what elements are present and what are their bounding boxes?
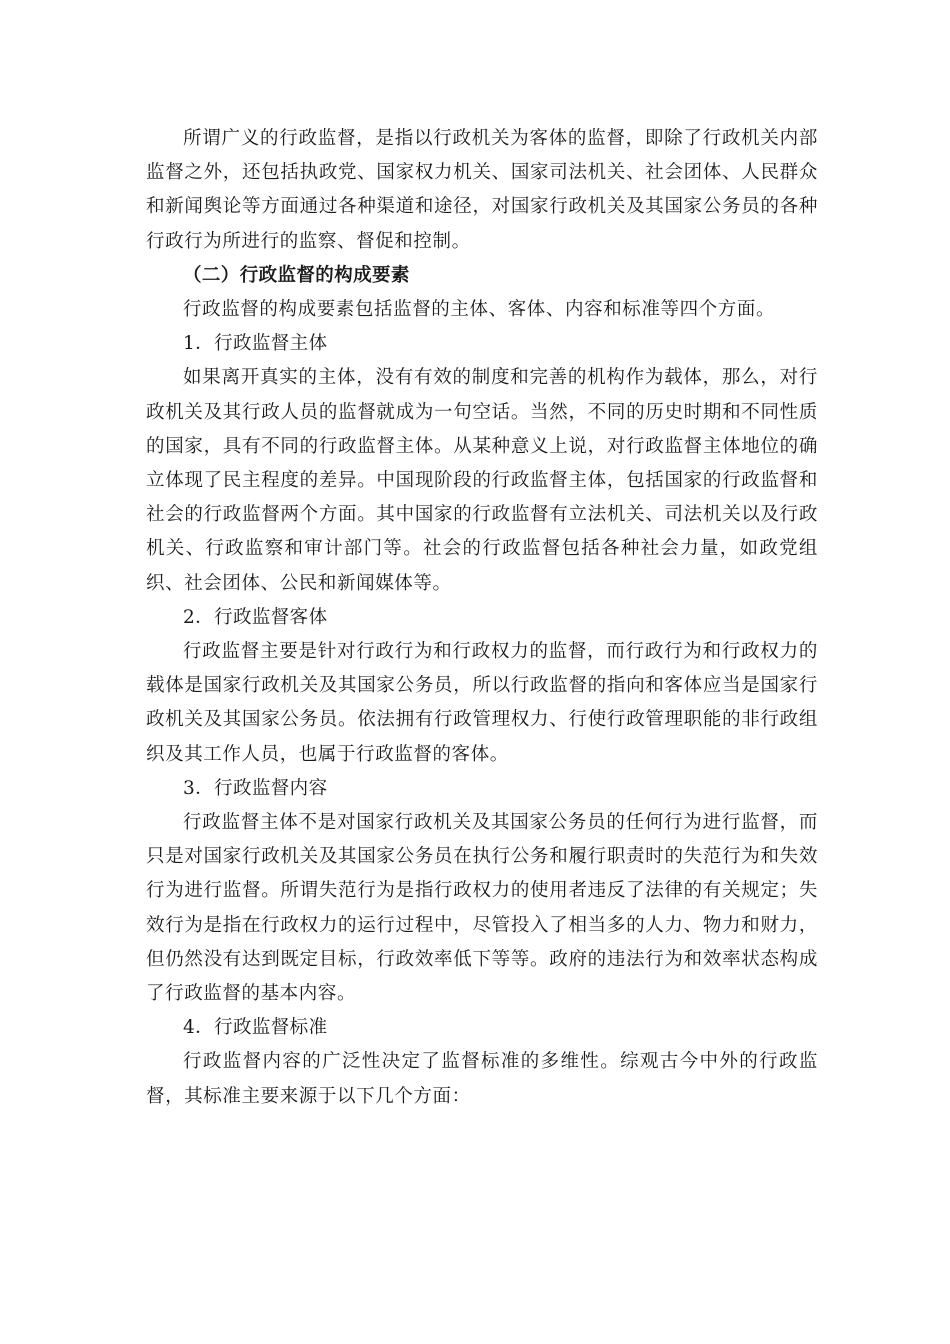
para-elements-intro: 行政监督的构成要素包括监督的主体、客体、内容和标准等四个方面。 [183,299,776,321]
item-heading-standard: 4．行政监督标准 [183,1017,328,1039]
item-heading-subject: 1．行政监督主体 [183,333,328,355]
para-subject: 如果离开真实的主体，没有有效的制度和完善的机构作为载体，那么，对行政机关及其行政人员的监督就成为一句空话。当然，不同的历史时期和不同性质的国家，具有不同的行政监督主体。从某种意义上说，对行政监督主体地位的确立体现了民主程度的差异。中国现阶段的行政监督主体，包括国家的行政监督和社会的行政监督两个方面。其中国家的行政监督有立法机关、司法机关以及行政机关、行政监察和审计部门等。社会的行政监督包括各种社会力量，如政党组织、社会团体、公民和新闻媒体等。 [146,367,818,594]
document-body [146,122,818,1114]
item-heading-content: 3．行政监督内容 [183,777,328,799]
para-broad-supervision: 所谓广义的行政监督，是指以行政机关为客体的监督，即除了行政机关内部监督之外，还包括执政党、国家权力机关、国家司法机关、社会团体、人民群众和新闻舆论等方面通过各种渠道和途径，对国家行政机关及其国家公务员的各种行政行为所进行的监察、督促和控制。 [146,128,818,252]
item-heading-object: 2．行政监督客体 [183,606,328,628]
para-object: 行政监督主要是针对行政行为和行政权力的监督，而行政行为和行政权力的载体是国家行政机关及其国家公务员，所以行政监督的指向和客体应当是国家行政机关及其国家公务员。依法拥有行政管理权力、行使行政管理职能的非行政组织及其工作人员，也属于行政监督的客体。 [146,641,818,765]
section-heading-elements: （二）行政监督的构成要素 [183,264,410,286]
para-content: 行政监督主体不是对国家行政机关及其国家公务员的任何行为进行监督，而只是对国家行政机关及其国家公务员在执行公务和履行职责时的失范行为和失效行为进行监督。所谓失范行为是指行政权力的使用者违反了法律的有关规定；失效行为是指在行政权力的运行过程中，尽管投入了相当多的人力、物力和财力，但仍然没有达到既定目标，行政效率低下等等。政府的违法行为和效率状态构成了行政监督的基本内容。 [146,812,818,1005]
para-standard: 行政监督内容的广泛性决定了监督标准的多维性。综观古今中外的行政监督，其标准主要来源于以下几个方面： [146,1051,818,1107]
